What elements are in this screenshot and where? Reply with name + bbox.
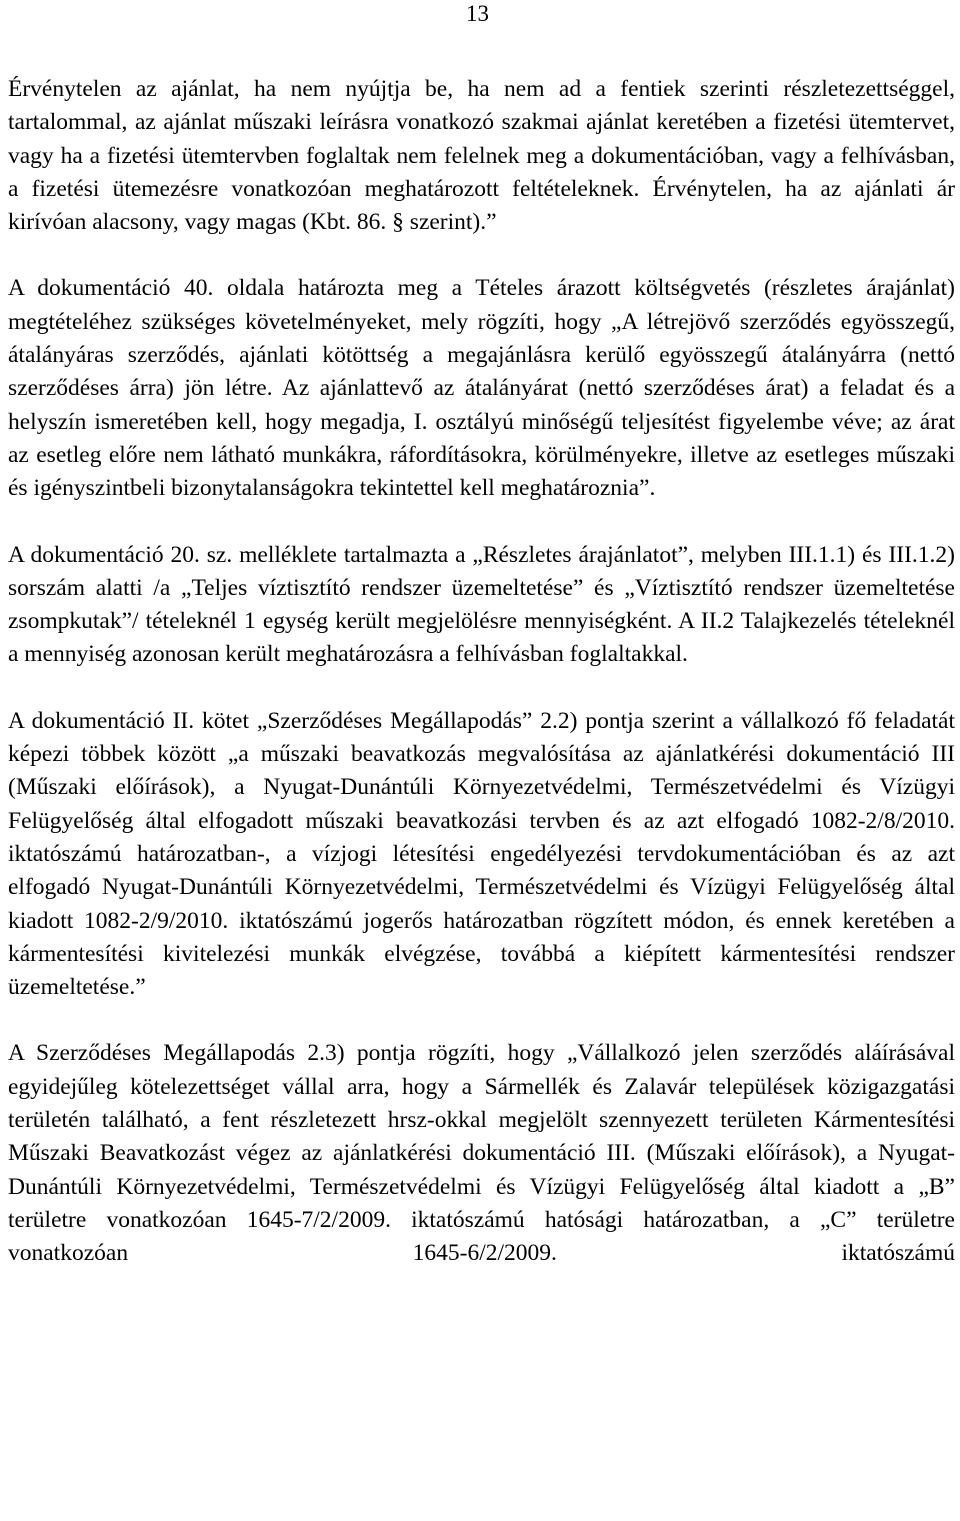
paragraph-detailed-quote: A dokumentáció 20. sz. melléklete tartalmazta a „Részletes árajánlatot”, melyben III.1.1) és III.1.2) sorszám alatti /a „Teljes víztisztító rendszer üzemeltetése” és „Víztisztító rendszer üzemeltetése zsompkutak”/ tételeknél 1 egység került megjelölésre mennyiségként. A II.2 Talajkezelés tételeknél a mennyiség azonosan került meghatározásra a felhívásban foglaltakkal.: [8, 541, 955, 668]
paragraph-contract-2-2: A dokumentáció II. kötet „Szerződéses Megállapodás” 2.2) pontja szerint a vállalkozó fő feladatát képezi többek között „a műszaki beavatkozás megvalósítása az ajánlatkérési dokumentáció III (Műszaki előírások), a Nyugat-Dunántúli Környezetvédelmi, Természetvédelmi és Vízügyi Felügyelőség által elfogadott műszaki beavatkozási tervben és az azt elfogadó 1082-2/8/2010. iktatószámú határozatban-, a vízjogi létesítési engedélyezési tervdokumentációban és az azt elfogadó Nyugat-Dunántúli Környezetvédelmi, Természetvédelmi és Vízügyi Felügyelőség által kiadott 1082-2/9/2010. iktatószámú jogerős határozatban rögzített módon, és ennek keretében a kármentesítési kivitelezési munkák elvégzése, továbbá a kiépített kármentesítési rendszer üzemeltetése.”: [8, 707, 955, 1001]
paragraph-contract-2-3: A Szerződéses Megállapodás 2.3) pontja rögzíti, hogy „Vállalkozó jelen szerződés aláírásával egyidejűleg kötelezettséget vállal arra, hogy a Sármellék és Zalavár települések közigazgatási területén található, a fent részletezett hrsz-okkal megjelölt szennyezett területen Kármentesítési Műszaki Beavatkozást végez az ajánlatkérési dokumentáció III. (Műszaki előírások), a Nyugat-Dunántúli Környezetvédelmi, Természetvédelmi és Vízügyi Felügyelőség által kiadott a „B” területre vonatkozóan 1645-7/2/2009. iktatószámú hatósági határozatban, a „C” területre vonatkozóan 1645-6/2/2009. iktatószámú: [8, 1040, 955, 1267]
paragraph-invalid-offer: Érvénytelen az ajánlat, ha nem nyújtja be, ha nem ad a fentiek szerinti részletezettséggel, tartalommal, az ajánlat műszaki leírásra vonatkozó szakmai ajánlat keretében a fizetési ütemtervet, vagy ha a fizetési ütemtervben foglaltak nem felelnek meg a dokumentációban, vagy a felhívásban, a fizetési ütemezésre vonatkozóan meghatározott feltételeknek. Érvénytelen, ha az ajánlati ár kirívóan alacsony, vagy magas (Kbt. 86. § szerint).”: [8, 76, 955, 236]
page-number: 13: [466, 1, 489, 26]
document-body: [8, 73, 955, 1271]
paragraph-itemized-budget: A dokumentáció 40. oldala határozta meg a Tételes árazott költségvetés (részletes árajánlat) megtételéhez szükséges követelményeket, mely rögzíti, hogy „A létrejövő szerződés egyösszegű, átalányáras szerződés, ajánlati kötöttség a megajánlásra kerülő egyösszegű átalányárra (nettó szerződéses árra) jön létre. Az ajánlattevő az átalányárat (nettó szerződéses árat) a feladat és a helyszín ismeretében kell, hogy megadja, I. osztályú minőségű teljesítést figyelembe véve; az árat az esetleg előre nem látható munkákra, ráfordításokra, körülményekre, illetve az esetleges műszaki és igényszintbeli bizonytalanságokra tekintettel kell meghatároznia”.: [8, 275, 955, 502]
